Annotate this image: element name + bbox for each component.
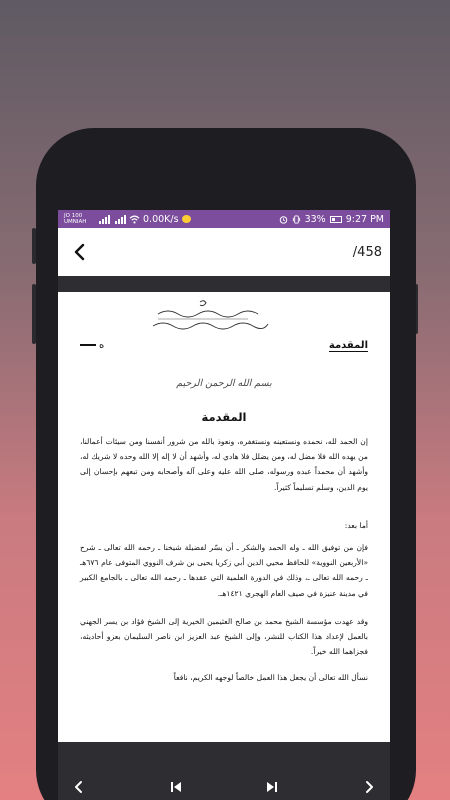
first-page-button[interactable]: [165, 776, 187, 798]
battery-icon: [330, 216, 342, 223]
next-page-button[interactable]: [358, 776, 380, 798]
signal-icon: [115, 215, 126, 224]
alarm-icon: [279, 215, 288, 224]
page-header: [80, 340, 368, 356]
signal-icon: [99, 215, 110, 224]
toolbar: [58, 228, 390, 276]
chevron-left-icon: [72, 780, 86, 794]
vibrate-icon: [292, 215, 301, 224]
carrier-line2: UMNIAH: [64, 219, 87, 225]
bottom-navigation: [58, 742, 390, 800]
paragraph: أما بعد:: [344, 521, 368, 530]
ownership-stamp: [128, 298, 278, 334]
page-number: ه: [99, 340, 105, 351]
skip-previous-icon: [169, 780, 183, 794]
section-heading: المقدمة: [201, 410, 247, 424]
battery-percent: 33%: [304, 213, 326, 225]
app-screen: [58, 210, 390, 800]
running-header-page-number: [80, 340, 104, 351]
paragraph: فإن من توفيق الله ـ وله الحمد والشكر ـ أن يسّر لفضيلة شيخنا ـ رحمه الله تعالى ـ شرح «الأربعين النووية» للحافظ محيي الدين أبي زكريا يحيى بن شرف النووي المتوفى عام ٦٧٦هـ ـ رحمه الله تعالى ـ، وذلك في الدورة العلمية التي عقدها ـ رحمه الله تعالى ـ بالجامع الكبير في مدينة عنيزة في صيف العام الهجري ١٤٢١هـ.: [80, 543, 368, 598]
back-button[interactable]: [68, 240, 92, 264]
running-header-title: المقدمة: [328, 340, 368, 351]
page-count: /458: [352, 244, 382, 260]
skip-next-icon: [265, 780, 279, 794]
carrier-line1: JO 100: [64, 213, 83, 219]
messenger-icon: [182, 215, 191, 223]
paragraph: وقد عهدت مؤسسة الشيخ محمد بن صالح العثيمين الخيرية إلى الشيخ فؤاد بن يسر الجهني بالعمل لإعداد هذا الكتاب للنشر، وإلى الشيخ عبد العزيز ابن ناصر السليمان بعزو أحاديثه، فجزاهما الله خيراً.: [80, 617, 368, 657]
status-bar: [58, 210, 390, 228]
carrier-label: [64, 213, 94, 225]
paragraph: نسأل الله تعالى أن يجعل هذا العمل خالصاً لوجهه الكريم، نافعاً: [173, 673, 368, 682]
wifi-icon: [129, 215, 140, 224]
document-viewer[interactable]: [58, 276, 390, 742]
paragraph: إن الحمد لله، نحمده ونستعينه ونستغفره، ونعوذ بالله من شرور أنفسنا ومن سيئات أعمالنا، من يهده الله فلا مضل له، ومن يضلل فلا هادي له، وأشهد أن لا إله إلا الله وحده لا شريك له، وأشهد أن محمداً عبده ورسوله، صلى الله عليه وعلى آله وأصحابه ومن تبعهم بإحسان إلى يوم الدين، وسلم تسليماً كثيراً.: [80, 437, 368, 492]
basmala: بسم الله الرحمن الرحيم: [176, 378, 272, 389]
previous-page-button[interactable]: [68, 776, 90, 798]
document-page: [58, 292, 390, 742]
last-page-button[interactable]: [261, 776, 283, 798]
clock: 9:27 PM: [345, 213, 384, 225]
arrow-left-icon: [71, 243, 89, 261]
network-speed: 0.00K/s: [143, 213, 179, 225]
chevron-right-icon: [362, 780, 376, 794]
